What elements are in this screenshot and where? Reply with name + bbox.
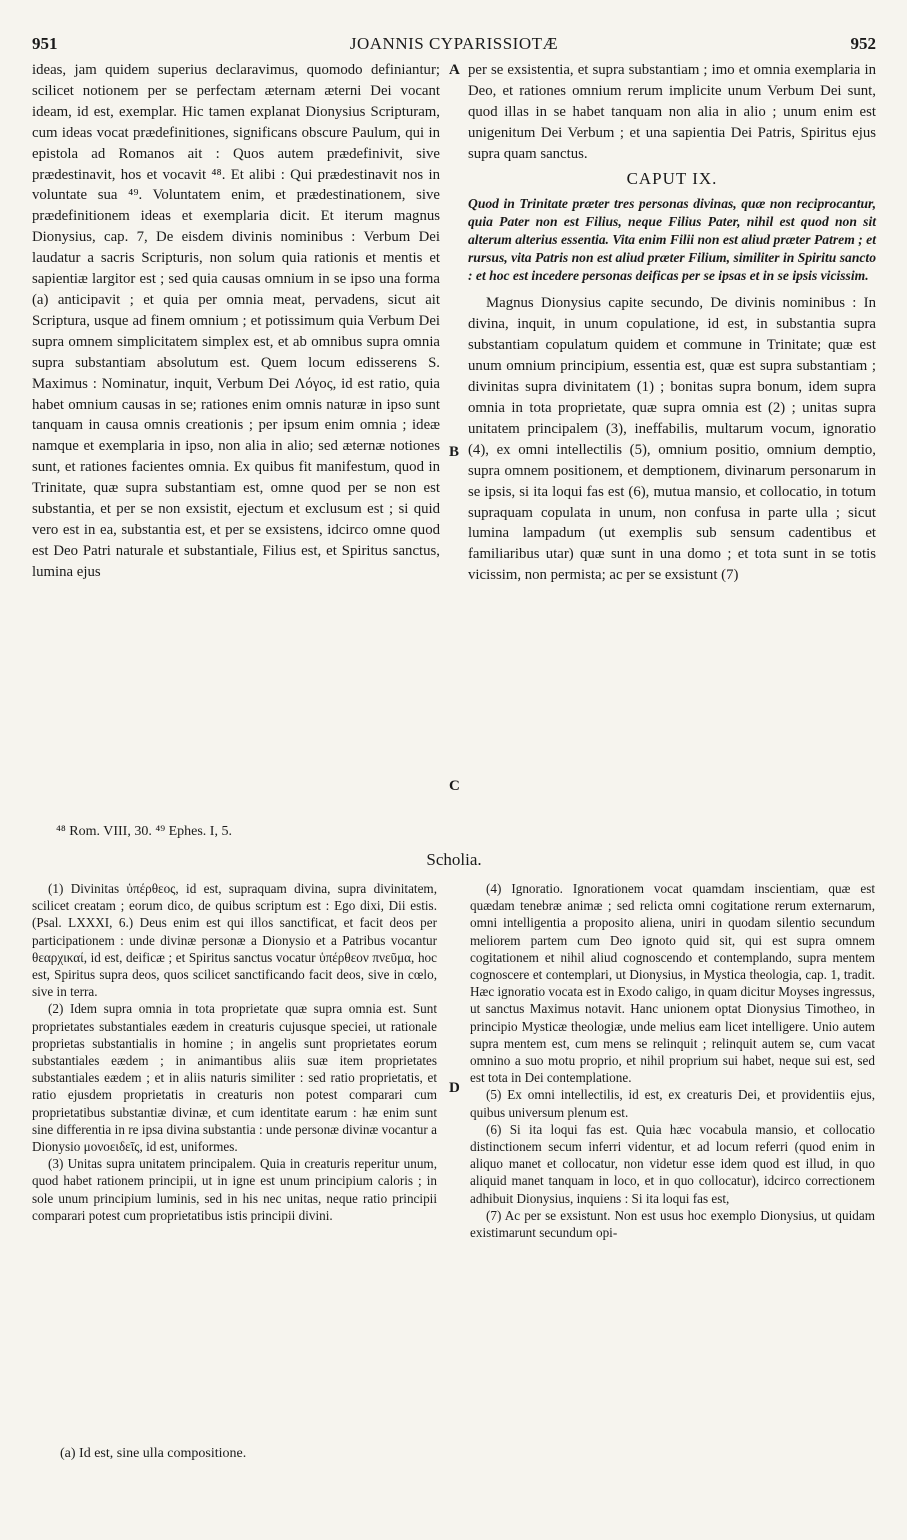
margin-marker-c: C [449,778,460,794]
page-number-left: 951 [32,34,58,53]
scholia-title: Scholia. [426,850,482,869]
scholion: (5) Ex omni intellectilis, id est, ex creaturis Dei, et providentiis ejus, quibus universum plenum est. [470,1087,875,1120]
chapter-summary: Quod in Trinitate præter tres personas divinas, quæ non reciprocantur, quia Pater non est Filius, neque Filius Pater, nihil est quod non sit alterum alterius essentia. Vita enim Filii non est aliud præter Patrem ; et rursus, vita Patris non est aliud præter Filium, similiter in Spiritu sancto : et hoc est incedere personas deificas per se ipsas et in se ipsis vicissim. [468,196,876,284]
margin-marker-a: A [449,62,460,78]
margin-marker-b: B [449,444,460,460]
running-title: JOANNIS CYPARISSIOTÆ [349,34,559,53]
margin-marker-d: D [449,1080,460,1096]
footnotes: ⁴⁸ Rom. VIII, 30. ⁴⁹ Ephes. I, 5. [56,824,232,839]
scholion: (4) Ignoratio. Ignorationem vocat quamdam inscientiam, quæ est quædam tenebræ animæ ; sed relicta omni cogitatione rerum externarum, omni intelligentia a proposito aliena, uniri in quodam silentio secundum meliorem partem cum Deo ignoto quid sit, qui est supra omnem cogitationem et nihil aliud cognoscendo et contemplando, supra mentem cognoscere et contemplari, ut Dionysius, in Mystica theologia, cap. 1, tradit. Hæc ignoratio vocata est in Exodo caligo, in quam dicitur Moyses ingressus, ut sanctus Maximus notavit. Hanc unionem optat Dionysius Timotheo, in principio Mysticæ theologiæ, unde melius eam licet intelligere. Unio autem supra mentem est, cum mens se relinquit ; relinquit autem se, cum vacat omnino a suo motu proprio, et nihil proprium sui habet, neque sui est, sed est tota in Dei contemplatione. [470,881,875,1086]
main-text [30,60,878,820]
right-paragraph-1: per se exsistentia, et supra substantiam ; imo et omnia exemplaria in Deo, et rationes omnium rerum implicite unum Verbum Dei sunt, quod illas in se habet tanquam non alia in alio ; unum enim est unigenitum Dei Verbum ; et una sapientia Dei Patris, Spiritus ejus supra quam sanctus. [468,62,876,162]
scholion: (2) Idem supra omnia in tota proprietate quæ supra omnia est. Sunt proprietates substantiales eædem in creaturis cujusque speciei, ut rationale proprietas substantialis in homine ; in angelis sunt proprietates eorum substantiales eædem ; in animantibus aliis suæ item proprietates substantiales eædem ; et in aliis naturis similiter : sed ratio proprietatis, et ratio ejusdem proprietatis in creaturis non potest comparari cum proprietatibus substantiæ divinæ, et cum identitate earum : hæ enim sunt sine differentia in re ipsa divina substantia : unde personæ divinæ vocantur a Dionysio μονοειδεῖς, id est, uniformes. [32,1001,437,1155]
page [30,30,878,1520]
scholion: (1) Divinitas ὑπέρθεος, id est, supraquam divina, supra divinitatem, scilicet creatam ; eorum dico, de quibus scriptum est : Ego dixi, Dii estis. (Psal. LXXXI, 6.) Deus enim est qui illos sanctificat, et facit deos per participationem : unde divinæ personæ a Dionysio et a Patribus vocantur θεαρχικαί, id est, deificæ ; et Spiritus sanctus vocatur ὑπέρθεον πνεῦμα, hoc est, Spiritus supra deos, quos scilicet sanctificando facit deos, sive in cœlo, sive in terra. [32,881,437,1000]
right-paragraph-2: Magnus Dionysius capite secundo, De divinis nominibus : In divina, inquit, in unum copulatione, id est, in substantia supra substantiam copulatum quidem et commune in Trinitate; quæ est unum omnium principium, essentia est, quæ est supra substantiam ; divinitas supra divinitatem (1) ; bonitas supra bonum, idem supra omnia in tota proprietate, quæ supra omnia est (2) ; unitas supra unitatem principalem (3), ineffabilis, multarum vocum, ignoratio (4), ex omni intellectilis (5), omnium positio, omnium demptio, supra omnem positionem, et demptionem, divinarum personarum in se ipsis, si ita loqui fas est (6), mutua mansio, et collocatio, in totum supraquam copulata in unum, non confusa in parte ulla ; sicut lumina lampadum (ut exemplis sub sensum cadentibus et familiaribus utar) quæ sunt in una domo ; et tota sunt in se totis vicissim, non permista; ac per se exsistunt (7) [468,295,876,584]
chapter-title: CAPUT IX. [626,168,718,188]
right-column [468,60,876,586]
scholia [30,880,878,1440]
page-header [30,30,878,60]
bottom-footnote: (a) Id est, sine ulla compositione. [60,1446,247,1461]
scholion: (3) Unitas supra unitatem principalem. Quia in creaturis reperitur unum, quod habet rationem principii, ut in igne est unum principium caloris ; in sole unum principium luminis, sed in his nec unitas, neque ratio principii comparari potest cum proprietatibus istis principii divini. [32,1156,437,1223]
scholia-left-column [32,880,437,1224]
scholia-right-column [470,880,875,1241]
scholion: (6) Si ita loqui fas est. Quia hæc vocabula mansio, et collocatio distinctionem secum inferri videntur, et ad locum referri (quod enim in aliquo manet et collocatur, non videtur esse idem quod est illud, in quo aliquid manet tanquam in loco, et in quo collocatur), idcirco correctionem adhibuit Dionysius, inquiens : Si ita loqui fas est, [470,1121,875,1206]
scholion: (7) Ac per se exsistunt. Non est usus hoc exemplo Dionysius, ut quidam existimarunt secundum opi- [470,1207,875,1241]
left-column [32,60,440,583]
left-paragraph: ideas, jam quidem superius declaravimus, quomodo definiantur; scilicet notionem per se perfectam æternam æterni Dei vocant ideam, id est, exemplar. Hic tamen explanat Dionysius Scripturam, cum ideas vocat prædefinitiones, significans obscure Paulum, qui in epistola ad Romanos ait : Quos autem prædefinivit, sive prædestinavit, hos et vocavit ⁴⁸. Et alibi : Qui prædestinavit nos in voluntate sua ⁴⁹. Voluntatem enim, et prædestinationem, sive prædefinitionem ideas et exemplaria dicit. Et iterum magnus Dionysius, cap. 7, De eisdem divinis nominibus : Verbum Dei laudatur a sacris Scripturis, non solum quia rationis et mentis et sapientiæ largitor est ; sed quia causas omnium in se ipso una forma (a) anticipavit ; et quia per omnia meat, pervadens, sicut ait Scriptura, usque ad finem omnium ; et potissimum quia Verbum Dei supra omnem simplicitatem simplex est, et ab omnibus supra omnia supra substantiam absolutum est. Quem locum edisserens S. Maximus : Nominatur, inquit, Verbum Dei Λόγος, id est ratio, quia habet omnium causas in se; rationes enim omnis naturæ in ipso sunt tanquam in causa omnis creationis ; per ipsum enim omnia ; ideæ namque et exemplaria in ipso, non alia in alio; sed æternæ notiones sunt, et rationes facientes omnia. Ex quibus fit manifestum, quod in Trinitate, quæ supra substantiam est, omne quod per se non est substantia, et per se non exsistit, ejectum et exclusum est ; si quid vero est in ea, substantia est, et per se exsistens, idcirco omne quod est Deo Patri naturale et substantiale, Filius est, et Spiritus sanctus, lumina ejus [32,62,440,580]
page-number-right: 952 [850,34,876,53]
